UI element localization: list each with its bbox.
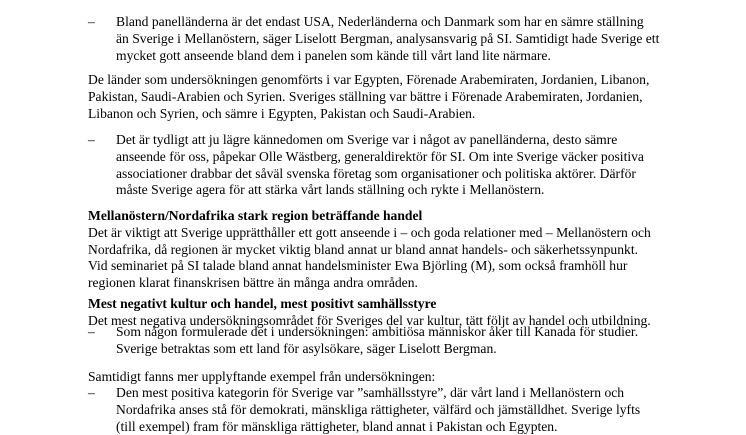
text-line: regionen klarat finanskrisen bättre än många andra områden. [88, 275, 418, 291]
text-line: än Sverige i Mellanöstern, säger Liselott Bergman, analysansvarig på SI. Samtidigt hade Sverige ett [116, 30, 660, 46]
section-trade [88, 208, 688, 292]
text-line: De länder som undersökningen genomförts i var Egypten, Förenade Arabemiraten, Jordanien, Libanon, [88, 72, 650, 87]
text-line: anseende för oss, påpekar Olle Wästberg, generaldirektör för SI. Om inte Sverige väcker positiva [116, 148, 644, 164]
text-line: mycket gott anseende bland dem i panelen som kände till vårt land lite närmare. [116, 47, 551, 63]
bullet-3 [88, 324, 688, 358]
text-line: Bland panelländerna är det endast USA, Nederländerna och Danmark som har en sämre ställning [116, 14, 644, 29]
section-heading: Mellanöstern/Nordafrika stark region beträffande handel [88, 208, 423, 223]
text-line: associationer drabbar det såväl svenska företag som organisationer och politiska aktörer. Därför [116, 165, 636, 181]
text-line: Samtidigt fanns mer upplyftande exempel från undersökningen: [88, 369, 436, 384]
text-line: Det är viktigt att Sverige upprätthåller ett gott anseende i – och goda relationer med – Mellanöstern och [88, 224, 651, 240]
paragraph-countries [88, 72, 688, 122]
bullet-dash: – [88, 324, 95, 339]
bullet-dash: – [88, 132, 95, 147]
text-line: Nordafrika, då regionen är mycket viktig bland annat ur bland annat handels- och säkerhetssynpunkt. [88, 241, 638, 257]
text-line: måste Sverige agera för att stärka vårt lands ställning och rykte i Mellanöstern. [116, 182, 545, 198]
text-line: Den mest positiva kategorin för Sverige var ”samhällsstyre”, där vårt land i Mellanöstern och [116, 385, 625, 400]
text-line: Det mest negativa undersökningsområdet för Sveriges del var kultur, tätt följt av handel och utbildning. [88, 312, 651, 328]
bullet-2 [88, 132, 688, 199]
bullet-4 [88, 385, 688, 435]
text-line: Pakistan, Saudi-Arabien och Syrien. Sveriges ställning var bättre i Förenade Arabemiraten, Jordanien, [88, 88, 643, 104]
paragraph-positive [88, 369, 688, 386]
text-line: (till exempel) fram för mänskliga rättigheter, bland annat i Pakistan och Egypten. [116, 418, 558, 434]
text-line: Libanon och Syrien, och sämre i Egypten, Pakistan och Saudi-Arabien. [88, 105, 476, 121]
bullet-dash: – [88, 14, 95, 29]
text-line: Nordafrika anses stå för demokrati, mänskliga rättigheter, välfärd och jämställdhet. Sverige lyfts [116, 401, 641, 417]
text-line: Sverige betraktas som ett land för asylsökare, säger Liselott Bergman. [116, 340, 497, 356]
bullet-dash: – [88, 385, 95, 400]
text-line: Som någon formulerade det i undersökningen: ambitiösa människor åker till Kanada för studier. [116, 324, 639, 339]
bullet-1 [88, 14, 688, 64]
section-heading: Mest negativt kultur och handel, mest positivt samhällsstyre [88, 296, 437, 311]
text-line: Vid seminariet på SI talade bland annat handelsminister Ewa Björling (M), som också framhöll hur [88, 258, 628, 274]
text-line: Det är tydligt att ju lägre kännedomen om Sverige var i något av panelländerna, desto sämre [116, 132, 618, 147]
